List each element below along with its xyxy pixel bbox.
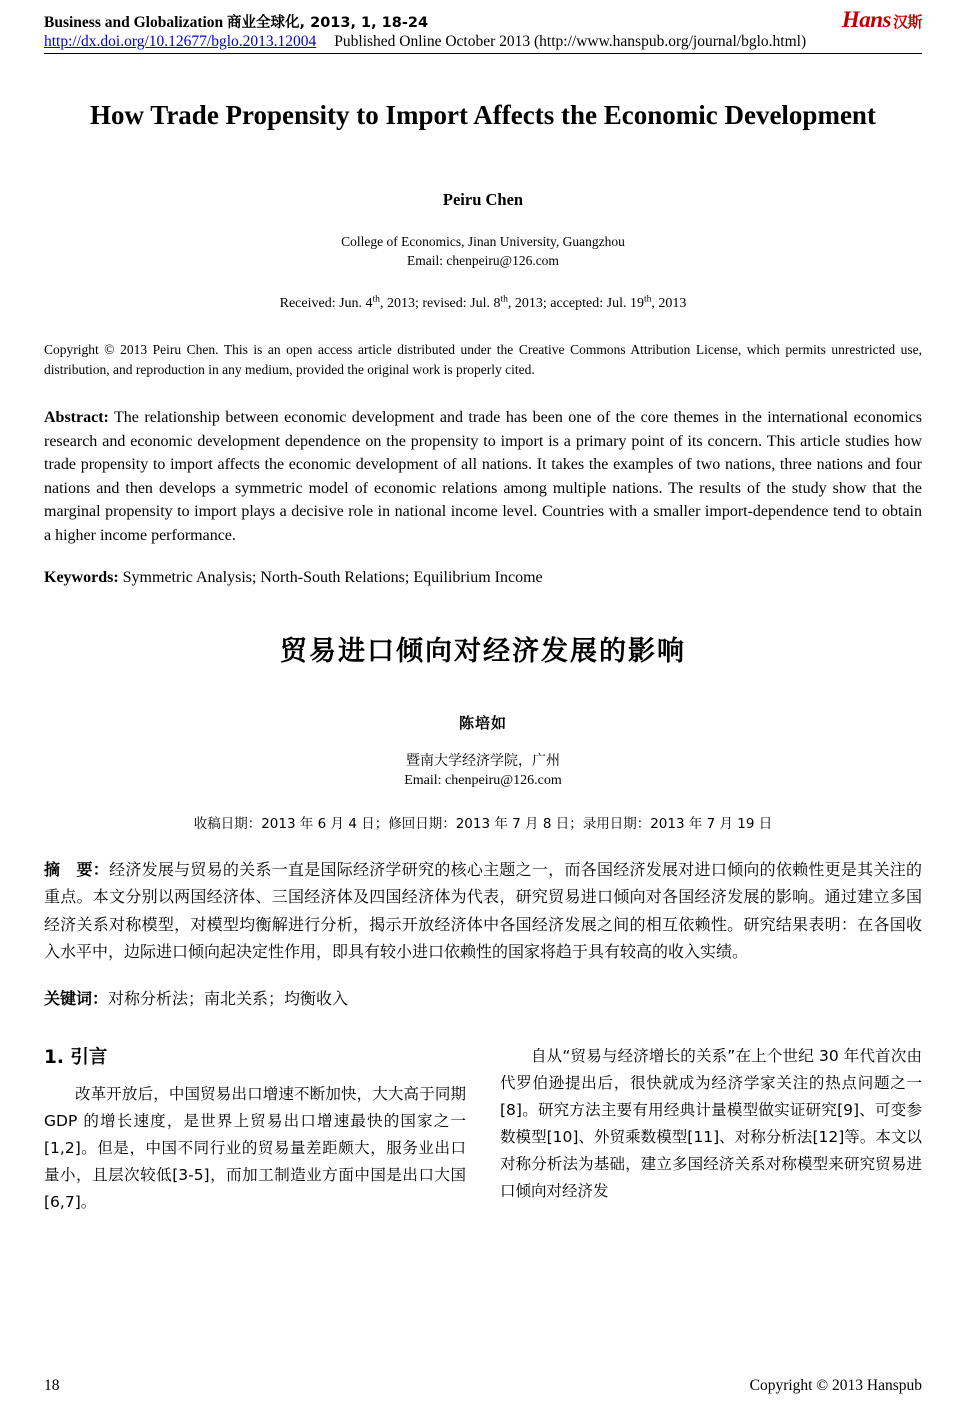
abstract-block [44, 406, 922, 547]
publisher-logo-en: Hans [841, 7, 891, 32]
page-header [44, 8, 922, 54]
journal-title-cn: 商业全球化, 2013, 1, 18-24 [227, 15, 429, 31]
body-column-right [500, 1043, 922, 1216]
abstract-label-cn: 摘 要： [44, 859, 110, 879]
abstract-label: Abstract: [44, 409, 109, 427]
abstract-block-cn [44, 856, 922, 966]
author-affiliation-cn [44, 751, 922, 792]
keywords-label: Keywords: [44, 569, 119, 587]
keywords-block [44, 569, 922, 587]
section-heading-1: 1. 引言 [44, 1046, 108, 1068]
keywords-label-cn: 关键词： [44, 988, 109, 1008]
author-email: Email: chenpeiru@126.com [407, 252, 559, 268]
doi-line [44, 33, 922, 51]
page-number: 18 [44, 1377, 60, 1394]
body-paragraph-right: 自从“贸易与经济增长的关系”在上个世纪 30 年代首次由代罗伯逊提出后，很快就成为经济学家关注的热点问题之一[8]。研究方法主要有用经典计量模型做实证研究[9]、可变参数模型[10]、外贸乘数模型[11]、对称分析法[12]等。本文以对称分析法为基础，建立多国经济关系对称模型来研究贸易进口倾向对经济发 [500, 1046, 922, 1200]
author-affiliation [44, 232, 922, 270]
keywords-text: Symmetric Analysis; North-South Relations; Equilibrium Income [118, 569, 543, 587]
dates-sup-2: th [500, 294, 508, 305]
published-online-text: Published Online October 2013 (http://www.hanspub.org/journal/bglo.html) [334, 33, 807, 50]
abstract-text-cn: 经济发展与贸易的关系一直是国际经济学研究的核心主题之一，而各国经济发展对进口倾向的依赖性更是其关注的重点。本文分别以两国经济体、三国经济体及四国经济体为代表，研究贸易进口倾向对各国经济发展的影响。通过建立多国经济关系对称模型，对模型均衡解进行分析，揭示开放经济体中各国经济发展之间的相互依赖性。研究结果表明：在各国收入水平中，边际进口倾向起决定性作用，即具有较小进口依赖性的国家将趋于具有较高的收入实绩。 [44, 859, 922, 962]
dates-mid-2: , 2013; accepted: Jul. 19 [507, 295, 644, 311]
copyright-note: Copyright © 2013 Peiru Chen. This is an open access article distributed under the Creative Commons Attribution License, which permits unrestricted use, distribution, and reproduction in any medium, provided the original work is properly cited. [44, 341, 922, 377]
author-name: Peiru Chen [442, 189, 524, 209]
dates-sup-3: th [643, 294, 652, 305]
publisher-logo [842, 8, 922, 31]
dates-suffix: , 2013 [651, 295, 687, 311]
page-footer [44, 1377, 922, 1395]
affiliation-text: College of Economics, Jinan University, Guangzhou [341, 233, 625, 249]
dates-mid-1: , 2013; revised: Jul. 8 [379, 295, 501, 311]
footer-copyright: Copyright © 2013 Hanspub [749, 1377, 922, 1394]
header-divider [44, 53, 922, 54]
dates-sup-1: th [372, 294, 380, 305]
journal-line [44, 8, 922, 32]
affiliation-text-cn: 暨南大学经济学院，广州 [406, 753, 560, 770]
article-dates-cn: 收稿日期：2013 年 6 月 4 日；修回日期：2013 年 7 月 8 日；录用日期：2013 年 7 月 19 日 [193, 815, 773, 832]
body-column-left [44, 1043, 466, 1216]
article-dates [44, 296, 922, 312]
keywords-block-cn [44, 986, 922, 1009]
page-title-cn: 贸易进口倾向对经济发展的影响 [280, 636, 686, 668]
doi-link[interactable]: http://dx.doi.org/10.12677/bglo.2013.12004 [44, 33, 317, 50]
page-title: How Trade Propensity to Import Affects the Economic Development [90, 100, 876, 130]
abstract-text: The relationship between economic development and trade has been one of the core themes in the international economics research and economic development dependence on the propensity to import is a primary point of its concern. This article studies how trade propensity to import affects the economic development of all nations. It takes the examples of two nations, three nations and four nations and then develops a symmetric model of economic relations among multiple nations. The results of the study show that the marginal propensity to import plays a decisive role in national income level. Countries with a smaller import-dependence tend to obtain a higher income performance. [44, 409, 922, 544]
keywords-text-cn: 对称分析法；南北关系；均衡收入 [108, 988, 349, 1008]
journal-title-en: Business and Globalization [44, 14, 224, 31]
author-email-cn: Email: chenpeiru@126.com [404, 773, 562, 789]
author-name-cn: 陈培如 [458, 714, 507, 733]
journal-title [44, 11, 428, 32]
dates-prefix: Received: Jun. 4 [279, 295, 373, 311]
body-columns [44, 1043, 922, 1216]
publisher-logo-cn: 汉斯 [892, 13, 922, 31]
body-paragraph-left: 改革开放后，中国贸易出口增速不断加快，大大高于同期 GDP 的增长速度，是世界上贸易出口增速最快的国家之一[1,2]。但是，中国不同行业的贸易量差距颇大，服务业出口量小，且层次较低[3-5]，而加工制造业方面中国是出口大国[6,7]。 [44, 1084, 466, 1211]
